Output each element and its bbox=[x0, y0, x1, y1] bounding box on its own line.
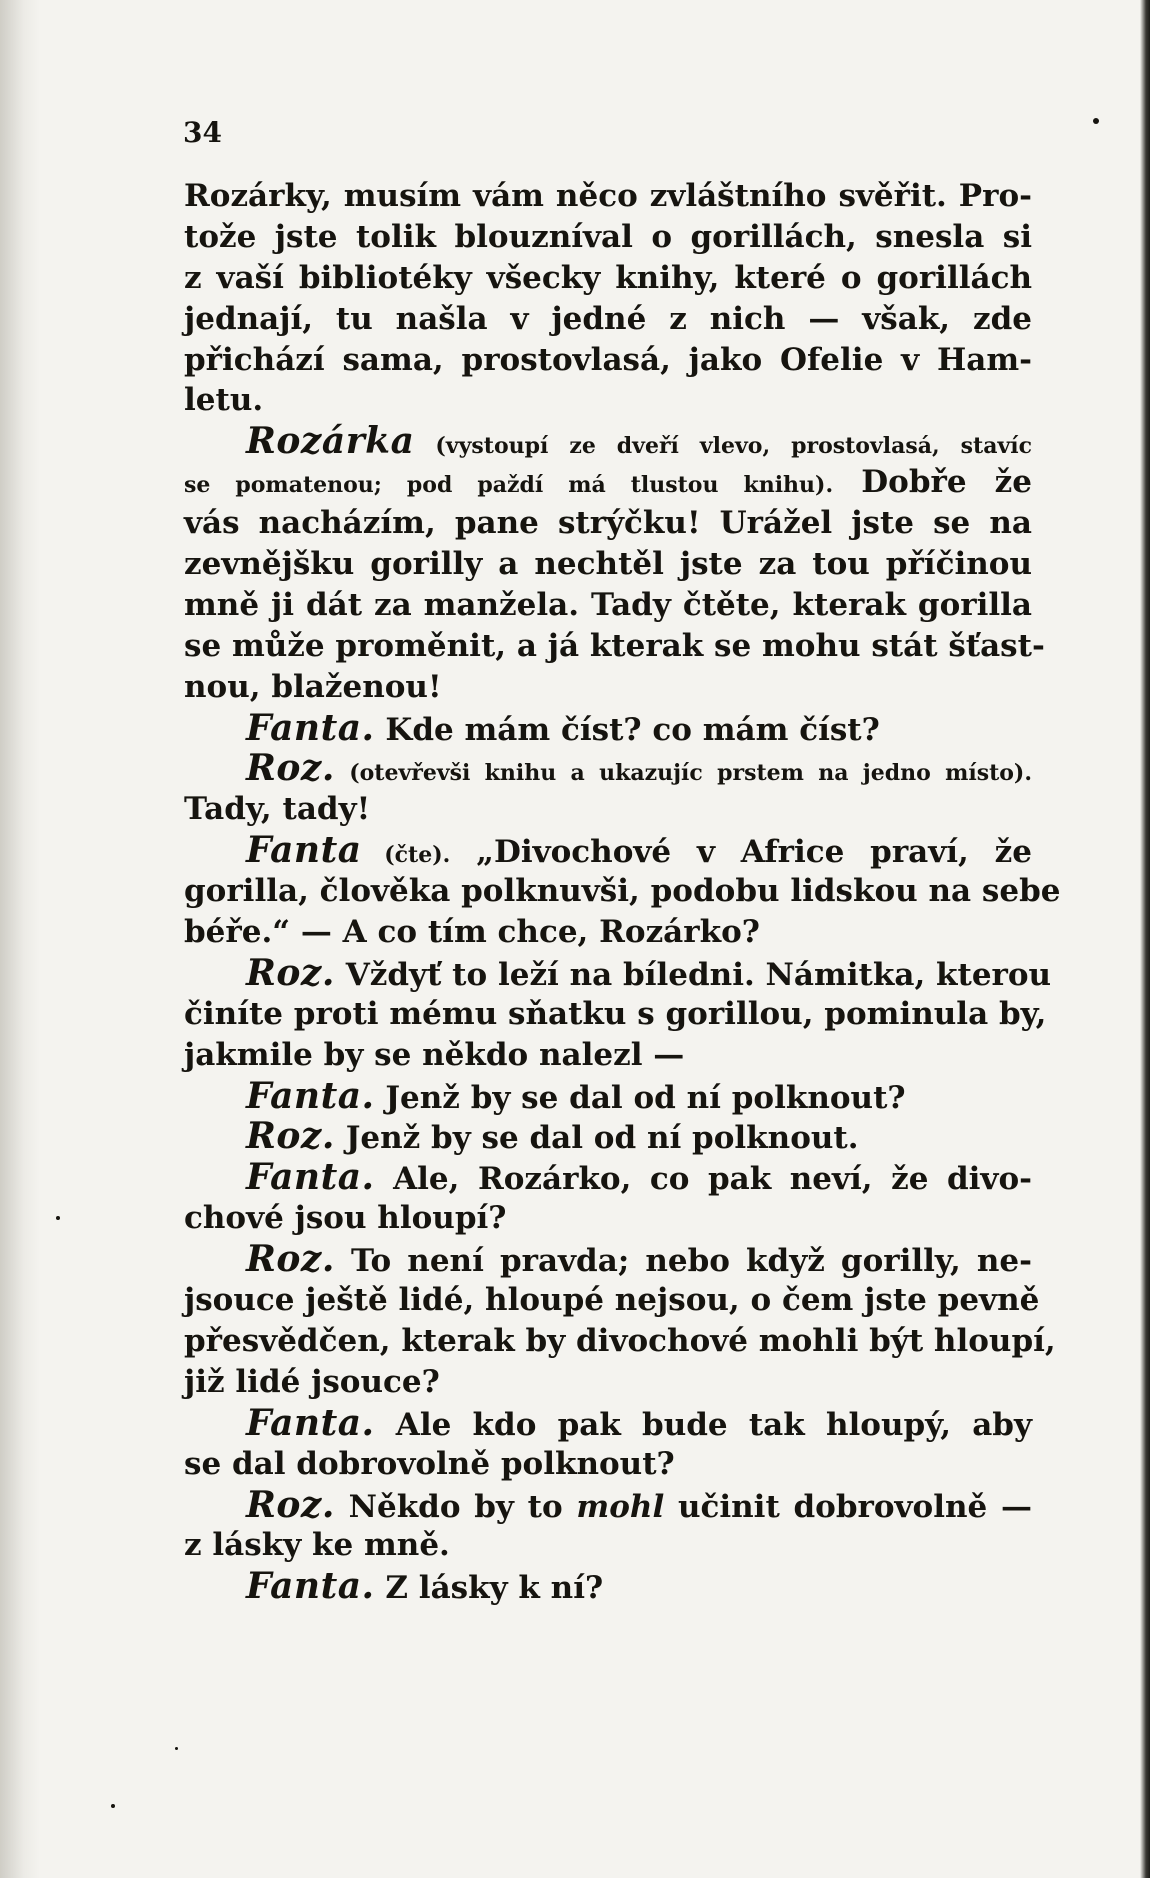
stage-direction: (otevřevši knihu a ukazujíc prstem na jedno místo). bbox=[334, 760, 1032, 787]
line-text: „Divochové v Africe praví, že bbox=[450, 834, 1032, 871]
line-text: Jenž by se dal od ní polknout? bbox=[374, 1079, 906, 1116]
text-line bbox=[184, 830, 1032, 871]
text-line bbox=[184, 871, 1061, 912]
page-number: 34 bbox=[183, 116, 222, 149]
line-text: Ale, Rozárko, co pak neví, že divo- bbox=[374, 1161, 1032, 1198]
speaker-name: Roz. bbox=[246, 1483, 335, 1526]
line-text: se dal dobrovolně polknout? bbox=[184, 1445, 675, 1482]
line-text: Vždyť to leží na bíledni. Námitka, kterou bbox=[334, 956, 1052, 993]
text-line bbox=[184, 1362, 1032, 1403]
stage-direction: (vystoupí ze dveří vlevo, prostovlasá, stavíc bbox=[414, 433, 1032, 460]
text-line bbox=[184, 708, 1032, 749]
line-text: zevnějšku gorilly a nechtěl jste za tou příčinou bbox=[184, 546, 1032, 583]
text-line bbox=[184, 503, 1032, 544]
text-line bbox=[184, 1444, 1032, 1485]
line-text: vás nacházím, pane strýčku! Urážel jste se na bbox=[184, 505, 1032, 542]
line-text: jakmile by se někdo nalezl — bbox=[184, 1036, 685, 1073]
text-line bbox=[184, 258, 1032, 299]
line-text: letu. bbox=[184, 382, 264, 419]
line-text: chové jsou hloupí? bbox=[184, 1200, 507, 1237]
text-line bbox=[184, 626, 1045, 667]
text-line bbox=[184, 544, 1032, 585]
text-line bbox=[184, 1116, 1032, 1157]
text-line bbox=[184, 1485, 1032, 1526]
speaker-name: Fanta. bbox=[246, 1074, 375, 1117]
text-line bbox=[184, 176, 1032, 217]
scan-speck bbox=[56, 1216, 60, 1220]
speaker-name: Roz. bbox=[246, 1238, 335, 1281]
line-text: z vaší bibliotéky všecky knihy, které o gorillách bbox=[184, 259, 1032, 296]
line-text: Tady, tady! bbox=[184, 791, 371, 828]
text-line bbox=[184, 1525, 1032, 1566]
speaker-name: Fanta bbox=[246, 829, 362, 872]
text-line bbox=[184, 1076, 1032, 1117]
speaker-name: Roz. bbox=[246, 747, 335, 790]
text-line bbox=[184, 340, 1032, 381]
stage-direction: (čte). bbox=[361, 842, 451, 869]
line-text: z lásky ke mně. bbox=[184, 1527, 450, 1564]
text-line bbox=[184, 789, 1032, 830]
line-text: Jenž by se dal od ní polknout. bbox=[334, 1120, 859, 1157]
speaker-name: Rozárka bbox=[246, 420, 415, 463]
line-text: Někdo by to bbox=[334, 1488, 577, 1525]
line-text: Dobře že bbox=[833, 464, 1032, 501]
line-text: Kde mám číst? co mám číst? bbox=[374, 711, 880, 748]
line-text: Ale kdo pak bude tak hloupý, aby bbox=[374, 1406, 1032, 1443]
scan-speck bbox=[175, 1747, 178, 1750]
text-line bbox=[184, 1403, 1032, 1444]
text-line bbox=[184, 462, 1032, 503]
line-text: jsouce ještě lidé, hloupé nejsou, o čem jste pevně bbox=[184, 1282, 1040, 1319]
speaker-name: Fanta. bbox=[246, 1565, 375, 1608]
line-text: Rozárky, musím vám něco zvláštního svěřit. Pro- bbox=[184, 178, 1032, 214]
line-text: To není pravda; nebo když gorilly, ne- bbox=[334, 1243, 1032, 1280]
line-text: jednají, tu našla v jedné z nich — však, zde bbox=[184, 300, 1032, 337]
text-line bbox=[184, 299, 1032, 340]
line-text: učinit dobrovolně — bbox=[664, 1488, 1033, 1525]
line-text: mně ji dát za manžela. Tady čtěte, kterak gorilla bbox=[184, 586, 1032, 623]
line-text: tože jste tolik blouzníval o gorillách, snesla si bbox=[184, 218, 1032, 255]
text-line bbox=[184, 912, 1032, 953]
line-text: přesvědčen, kterak by divochové mohli být hloupí, bbox=[184, 1322, 1056, 1359]
text-line bbox=[184, 380, 1032, 421]
text-line bbox=[184, 217, 1032, 258]
line-text: mohl bbox=[576, 1488, 665, 1525]
text-line bbox=[184, 1321, 1056, 1362]
line-text: nou, blaženou! bbox=[184, 668, 442, 705]
line-text: již lidé jsouce? bbox=[184, 1363, 440, 1400]
scan-speck bbox=[1093, 118, 1099, 124]
speaker-name: Roz. bbox=[246, 1115, 335, 1158]
text-line bbox=[184, 667, 1032, 708]
text-line bbox=[184, 1198, 1032, 1239]
speaker-name: Roz. bbox=[246, 951, 335, 994]
text-line bbox=[184, 1566, 1032, 1607]
scan-speck bbox=[111, 1804, 115, 1808]
line-text: Z lásky k ní? bbox=[374, 1570, 604, 1607]
text-line bbox=[184, 585, 1032, 626]
text-line bbox=[184, 1280, 1040, 1321]
line-text: přichází sama, prostovlasá, jako Ofelie v Ham- bbox=[184, 341, 1032, 378]
line-text: se může proměnit, a já kterak se mohu stát šťast- bbox=[184, 627, 1045, 664]
text-line bbox=[184, 1035, 1032, 1076]
speaker-name: Fanta. bbox=[246, 1156, 375, 1199]
text-line bbox=[184, 951, 1052, 994]
stage-direction: se pomatenou; pod paždí má tlustou knihu). bbox=[184, 472, 834, 499]
speaker-name: Fanta. bbox=[246, 706, 375, 749]
scan-edge-right bbox=[1140, 0, 1150, 1878]
line-text: béře.“ — A co tím chce, Rozárko? bbox=[184, 914, 760, 951]
speaker-name: Fanta. bbox=[246, 1401, 375, 1444]
line-text: činíte proti mému sňatku s gorillou, pominula by, bbox=[184, 995, 1047, 1032]
text-line bbox=[184, 994, 1047, 1035]
text-line bbox=[184, 1239, 1032, 1280]
page-text bbox=[184, 176, 1061, 1608]
text-line bbox=[184, 421, 1032, 462]
text-line bbox=[184, 748, 1032, 789]
text-line bbox=[184, 1157, 1032, 1198]
line-text: gorilla, člověka polknuvši, podobu lidskou na sebe bbox=[184, 873, 1061, 910]
scan-edge-left bbox=[0, 0, 40, 1878]
